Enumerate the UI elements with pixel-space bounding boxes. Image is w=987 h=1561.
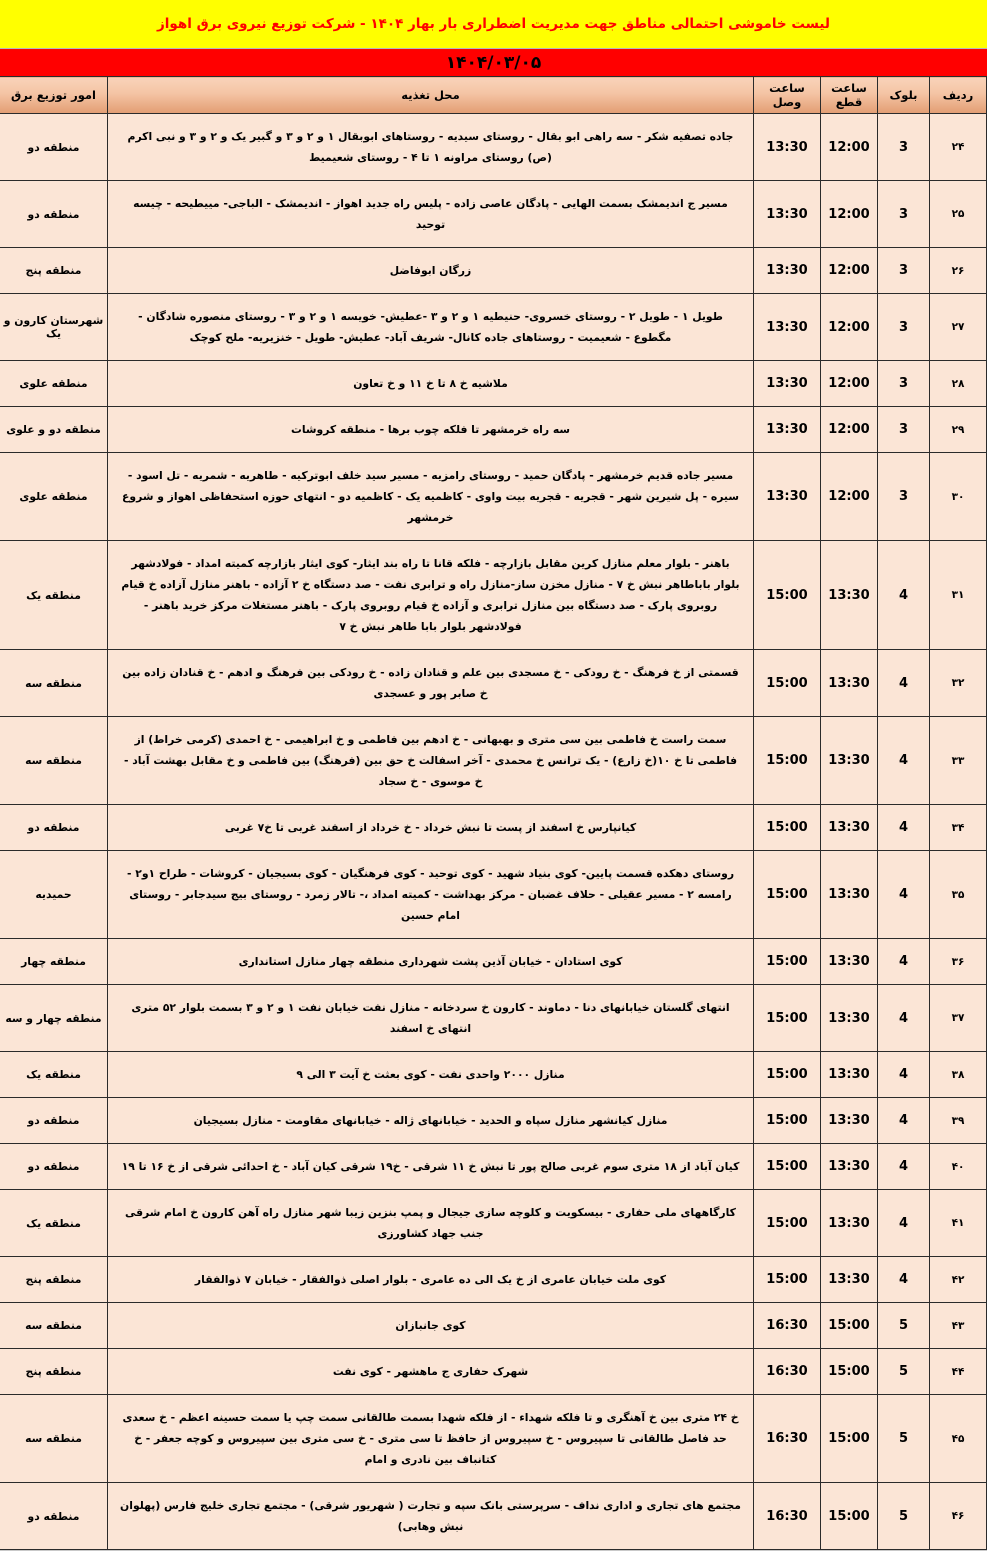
block-cell: 4: [878, 1098, 930, 1144]
column-header-location: محل تغذیه: [108, 77, 754, 114]
district-cell: منطقه دو: [0, 1144, 108, 1190]
district-cell: منطقه پنج: [0, 1349, 108, 1395]
location-cell: خ ۲۴ متری بین خ آهنگری و تا فلکه شهداء - از فلکه شهدا بسمت طالقانی سمت چپ یا سمت حسینه اعظم - خ سعدی حد فاصل طالقانی تا سپیروس - خ سپیروس از حافظ تا سی متری - خ سی متری بین سپیروس و کوچه جعفر - خ کتانباف بین نادری و امام: [108, 1395, 754, 1483]
reconnect-time-cell: 16:30: [754, 1303, 821, 1349]
table-row: [0, 248, 987, 294]
reconnect-time-cell: 15:00: [754, 717, 821, 805]
table-row: [0, 1483, 987, 1550]
location-cell: انتهای گلستان خیابانهای دنا - دماوند - کارون خ سردخانه - منازل نفت خیابان نفت ۱ و ۲ و ۳ بسمت بلوار ۵۲ متری انتهای خ اسفند: [108, 985, 754, 1052]
row-number-cell: ۳۲: [930, 650, 987, 717]
cut-time-cell: 15:00: [821, 1303, 878, 1349]
reconnect-time-cell: 15:00: [754, 1190, 821, 1257]
row-number-cell: ۴۲: [930, 1257, 987, 1303]
district-cell: منطقه یک: [0, 1052, 108, 1098]
row-number-cell: ۳۴: [930, 805, 987, 851]
cut-time-cell: 13:30: [821, 1052, 878, 1098]
cut-time-cell: 13:30: [821, 717, 878, 805]
cut-time-cell: 13:30: [821, 650, 878, 717]
location-cell: باهنر - بلوار معلم منازل کرین مقابل بازارچه - فلکه قانا تا راه بند ایثار- کوی ایثار بازارچه کمیته امداد - فولادشهر بلوار باباطاهر نبش خ ۷ - منازل مخزن ساز-منازل راه و ترابری نفت - صد دستگاه خ ۲ آزاده - باهنر منازل آزاده خ قیام روبروی پارک - صد دستگاه بین منازل ترابری و آزاده خ قیام روبروی پارک - باهنر مستغلات مرکز خرید باهنر - فولادشهر بلوار بابا طاهر نبش خ ۷: [108, 541, 754, 650]
district-cell: منطقه علوی: [0, 361, 108, 407]
table-row: [0, 805, 987, 851]
location-cell: ملاشیه خ ۸ تا خ ۱۱ و خ تعاون: [108, 361, 754, 407]
table-row: [0, 650, 987, 717]
district-cell: منطقه یک: [0, 1190, 108, 1257]
date-banner: [0, 49, 987, 76]
cut-time-cell: 13:30: [821, 541, 878, 650]
district-cell: حمیدیه: [0, 851, 108, 939]
location-cell: طویل ۱ - طویل ۲ - روستای خسروی- حنیطیه ۱ و ۲ و ۳ -عطیش- خویسه ۱ و ۲ و ۳ - روستای منصوره شادگان - مگطوع - شعیمیت - روستاهای جاده کانال- شریف آباد- عطیش- طویل - خنزیریه- ملح کوچک: [108, 294, 754, 361]
cut-time-cell: 12:00: [821, 248, 878, 294]
location-cell: کوی استادان - خیابان آذین پشت شهرداری منطقه چهار منازل استانداری: [108, 939, 754, 985]
reconnect-time-cell: 15:00: [754, 985, 821, 1052]
row-number-cell: ۲۶: [930, 248, 987, 294]
row-number-cell: ۲۹: [930, 407, 987, 453]
location-cell: سه راه خرمشهر تا فلکه چوب برها - منطقه کروشات: [108, 407, 754, 453]
cut-time-cell: 15:00: [821, 1349, 878, 1395]
row-number-cell: ۴۵: [930, 1395, 987, 1483]
location-cell: کارگاههای ملی حفاری - بیسکویت و کلوچه سازی جیجال و پمپ بنزین زیبا شهر منازل راه آهن کارون خ امام شرقی جنب جهاد کشاورزی: [108, 1190, 754, 1257]
table-header-row: [0, 77, 987, 114]
district-cell: منطقه سه: [0, 1303, 108, 1349]
location-cell: کیان آباد از ۱۸ متری سوم غربی صالح پور تا نبش خ ۱۱ شرقی - خ۱۹ شرقی کیان آباد - خ احدائی شرقی از خ ۱۶ تا ۱۹: [108, 1144, 754, 1190]
block-cell: 4: [878, 1190, 930, 1257]
column-header-row-number: ردیف: [930, 77, 987, 114]
reconnect-time-cell: 15:00: [754, 851, 821, 939]
block-cell: 4: [878, 985, 930, 1052]
cut-time-cell: 13:30: [821, 1144, 878, 1190]
district-cell: منطقه پنج: [0, 248, 108, 294]
reconnect-time-cell: 15:00: [754, 1144, 821, 1190]
cut-time-cell: 15:00: [821, 1395, 878, 1483]
column-header-block: بلوک: [878, 77, 930, 114]
row-number-cell: ۳۹: [930, 1098, 987, 1144]
block-cell: 4: [878, 805, 930, 851]
reconnect-time-cell: 15:00: [754, 1098, 821, 1144]
location-cell: زرگان ابوفاضل: [108, 248, 754, 294]
row-number-cell: ۳۸: [930, 1052, 987, 1098]
block-cell: 4: [878, 1052, 930, 1098]
location-cell: منازل کیانشهر منازل سپاه و الحدید - خیابانهای ژاله - خیابانهای مقاومت - منازل بسیجیان: [108, 1098, 754, 1144]
table-row: [0, 407, 987, 453]
table-row: [0, 939, 987, 985]
cut-time-cell: 15:00: [821, 1483, 878, 1550]
table-row: [0, 985, 987, 1052]
reconnect-time-cell: 15:00: [754, 939, 821, 985]
block-cell: 5: [878, 1303, 930, 1349]
table-row: [0, 453, 987, 541]
reconnect-time-cell: 13:30: [754, 294, 821, 361]
district-cell: منطقه علوی: [0, 453, 108, 541]
table-row: [0, 1349, 987, 1395]
district-cell: منطقه دو: [0, 1098, 108, 1144]
row-number-cell: ۳۳: [930, 717, 987, 805]
block-cell: 3: [878, 114, 930, 181]
cut-time-cell: 12:00: [821, 407, 878, 453]
reconnect-time-cell: 13:30: [754, 181, 821, 248]
table-row: [0, 1303, 987, 1349]
row-number-cell: ۳۵: [930, 851, 987, 939]
district-cell: منطقه دو: [0, 181, 108, 248]
row-number-cell: ۴۶: [930, 1483, 987, 1550]
district-cell: منطقه چهار و سه: [0, 985, 108, 1052]
cut-time-cell: 12:00: [821, 361, 878, 407]
bottom-margin: [0, 1550, 987, 1561]
district-cell: منطقه دو: [0, 1483, 108, 1550]
table-row: [0, 361, 987, 407]
cut-time-cell: 12:00: [821, 453, 878, 541]
cut-time-cell: 12:00: [821, 181, 878, 248]
table-row: [0, 294, 987, 361]
block-cell: 3: [878, 361, 930, 407]
reconnect-time-cell: 16:30: [754, 1349, 821, 1395]
row-number-cell: ۳۷: [930, 985, 987, 1052]
location-cell: روستای دهکده قسمت پایین- کوی بنیاد شهید - کوی توحید - کوی فرهنگیان - کوی بسیجیان - کروشات - طراح ۱و۲ - رامسه ۲ - مسیر عقیلی - حلاف غضبان - مرکز بهداشت - کمیته امداد ،- تالار زمرد - روستای بیج سیدجابر - روستای امام حسین: [108, 851, 754, 939]
cut-time-cell: 13:30: [821, 985, 878, 1052]
block-cell: 3: [878, 181, 930, 248]
row-number-cell: ۴۳: [930, 1303, 987, 1349]
reconnect-time-cell: 15:00: [754, 650, 821, 717]
location-cell: شهرک حفاری ج ماهشهر - کوی نفت: [108, 1349, 754, 1395]
block-cell: 4: [878, 1144, 930, 1190]
reconnect-time-cell: 13:30: [754, 114, 821, 181]
reconnect-time-cell: 13:30: [754, 407, 821, 453]
reconnect-time-cell: 13:30: [754, 248, 821, 294]
block-cell: 3: [878, 407, 930, 453]
block-cell: 5: [878, 1395, 930, 1483]
location-cell: جاده تصفیه شکر - سه راهی ابو بقال - روستای سیدیه - روستاهای ابوبقال ۱ و ۲ و ۳ و گبیر یک و ۲ و ۳ و نبی اکرم (ص) روستای مراونه ۱ تا ۴ - روستای شعیمیط: [108, 114, 754, 181]
district-cell: منطقه سه: [0, 717, 108, 805]
district-cell: منطقه سه: [0, 1395, 108, 1483]
location-cell: مسیر ج اندیمشک بسمت الهایی - پادگان عاصی زاده - پلیس راه جدید اهواز - اندیمشک - الباجی- مییطیحه - چیسه توحید: [108, 181, 754, 248]
district-cell: منطقه چهار: [0, 939, 108, 985]
table-row: [0, 1052, 987, 1098]
cut-time-cell: 12:00: [821, 114, 878, 181]
cut-time-cell: 13:30: [821, 1257, 878, 1303]
location-cell: کوی جانبازان: [108, 1303, 754, 1349]
block-cell: 3: [878, 453, 930, 541]
location-cell: کیانپارس خ اسفند از پست تا نبش خرداد - خ خرداد از اسفند غربی تا خ۷ غربی: [108, 805, 754, 851]
reconnect-time-cell: 15:00: [754, 541, 821, 650]
table-row: [0, 541, 987, 650]
location-cell: سمت راست خ فاطمی بین سی متری و بهبهانی - خ ادهم بین فاطمی و خ ابراهیمی - خ احمدی (کرمی خراط) از فاطمی تا خ ۱۰(خ زارع) - یک ترانس خ محمدی - آخر اسفالت خ حق بین (فرهنگ) بین فاطمی و خ مقابل بهشت آباد - خ موسوی - خ سجاد: [108, 717, 754, 805]
column-header-district: امور توزیع برق: [0, 77, 108, 114]
reconnect-time-cell: 16:30: [754, 1483, 821, 1550]
reconnect-time-cell: 15:00: [754, 1052, 821, 1098]
reconnect-time-cell: 15:00: [754, 1257, 821, 1303]
block-cell: 4: [878, 851, 930, 939]
block-cell: 4: [878, 717, 930, 805]
table-row: [0, 181, 987, 248]
cut-time-cell: 12:00: [821, 294, 878, 361]
row-number-cell: ۲۵: [930, 181, 987, 248]
location-cell: منازل ۲۰۰۰ واحدی نفت - کوی بعثت خ آیت ۳ الی ۹: [108, 1052, 754, 1098]
reconnect-time-cell: 13:30: [754, 453, 821, 541]
row-number-cell: ۳۶: [930, 939, 987, 985]
block-cell: 4: [878, 1257, 930, 1303]
table-row: [0, 1190, 987, 1257]
title-banner: [0, 0, 987, 49]
column-header-reconnect-time: ساعت وصل: [754, 77, 821, 114]
reconnect-time-cell: 16:30: [754, 1395, 821, 1483]
district-cell: منطقه پنج: [0, 1257, 108, 1303]
district-cell: منطقه دو: [0, 114, 108, 181]
table-row: [0, 1144, 987, 1190]
location-cell: مسیر جاده قدیم خرمشهر - پادگان حمید - روستای رامزیه - مسیر سید خلف ابوترکیه - طاهریه - شمریه - تل اسود - سیره - پل شیرین شهر - قجریه - قجریه بیت واوی - کاظمیه یک - کاظمیه دو - انتهای حوزه استحفاظی اهواز و شروع خرمشهر: [108, 453, 754, 541]
schedule-table-body: [0, 114, 987, 1550]
block-cell: 4: [878, 939, 930, 985]
location-cell: قسمتی از خ فرهنگ - خ رودکی - خ مسجدی بین علم و قنادان زاده - خ رودکی بین فرهنگ و ادهم - خ قنادان زاده بین خ صابر پور و عسجدی: [108, 650, 754, 717]
district-cell: منطقه دو: [0, 805, 108, 851]
table-row: [0, 1098, 987, 1144]
row-number-cell: ۴۴: [930, 1349, 987, 1395]
table-row: [0, 1395, 987, 1483]
column-header-cut-time: ساعت قطع: [821, 77, 878, 114]
table-row: [0, 851, 987, 939]
block-cell: 3: [878, 248, 930, 294]
block-cell: 3: [878, 294, 930, 361]
reconnect-time-cell: 13:30: [754, 361, 821, 407]
district-cell: منطقه سه: [0, 650, 108, 717]
cut-time-cell: 13:30: [821, 805, 878, 851]
block-cell: 4: [878, 541, 930, 650]
date-value: ۱۴۰۴/۰۳/۰۵: [445, 52, 542, 73]
district-cell: منطقه یک: [0, 541, 108, 650]
row-number-cell: ۲۷: [930, 294, 987, 361]
cut-time-cell: 13:30: [821, 1190, 878, 1257]
location-cell: مجتمع های تجاری و اداری نداف - سرپرستی بانک سپه و تجارت ( شهریور شرقی) - مجتمع تجاری خلیج فارس (پهلوان نبش وهابی): [108, 1483, 754, 1550]
outage-table: [0, 76, 987, 1550]
page-title: لیست خاموشی احتمالی مناطق جهت مدیریت اضطراری بار بهار ۱۴۰۴ - شرکت توزیع نیروی برق اهواز: [157, 16, 830, 32]
block-cell: 4: [878, 650, 930, 717]
block-cell: 5: [878, 1349, 930, 1395]
location-cell: کوی ملت خیابان عامری از خ یک الی ده عامری - بلوار اصلی ذوالفقار - خیابان ۷ ذوالفقار: [108, 1257, 754, 1303]
cut-time-cell: 13:30: [821, 1098, 878, 1144]
block-cell: 5: [878, 1483, 930, 1550]
row-number-cell: ۳۰: [930, 453, 987, 541]
district-cell: شهرستان کارون و یک: [0, 294, 108, 361]
cut-time-cell: 13:30: [821, 939, 878, 985]
district-cell: منطقه دو و علوی: [0, 407, 108, 453]
row-number-cell: ۴۰: [930, 1144, 987, 1190]
row-number-cell: ۲۸: [930, 361, 987, 407]
reconnect-time-cell: 15:00: [754, 805, 821, 851]
row-number-cell: ۲۴: [930, 114, 987, 181]
row-number-cell: ۴۱: [930, 1190, 987, 1257]
cut-time-cell: 13:30: [821, 851, 878, 939]
table-row: [0, 717, 987, 805]
row-number-cell: ۳۱: [930, 541, 987, 650]
table-row: [0, 114, 987, 181]
